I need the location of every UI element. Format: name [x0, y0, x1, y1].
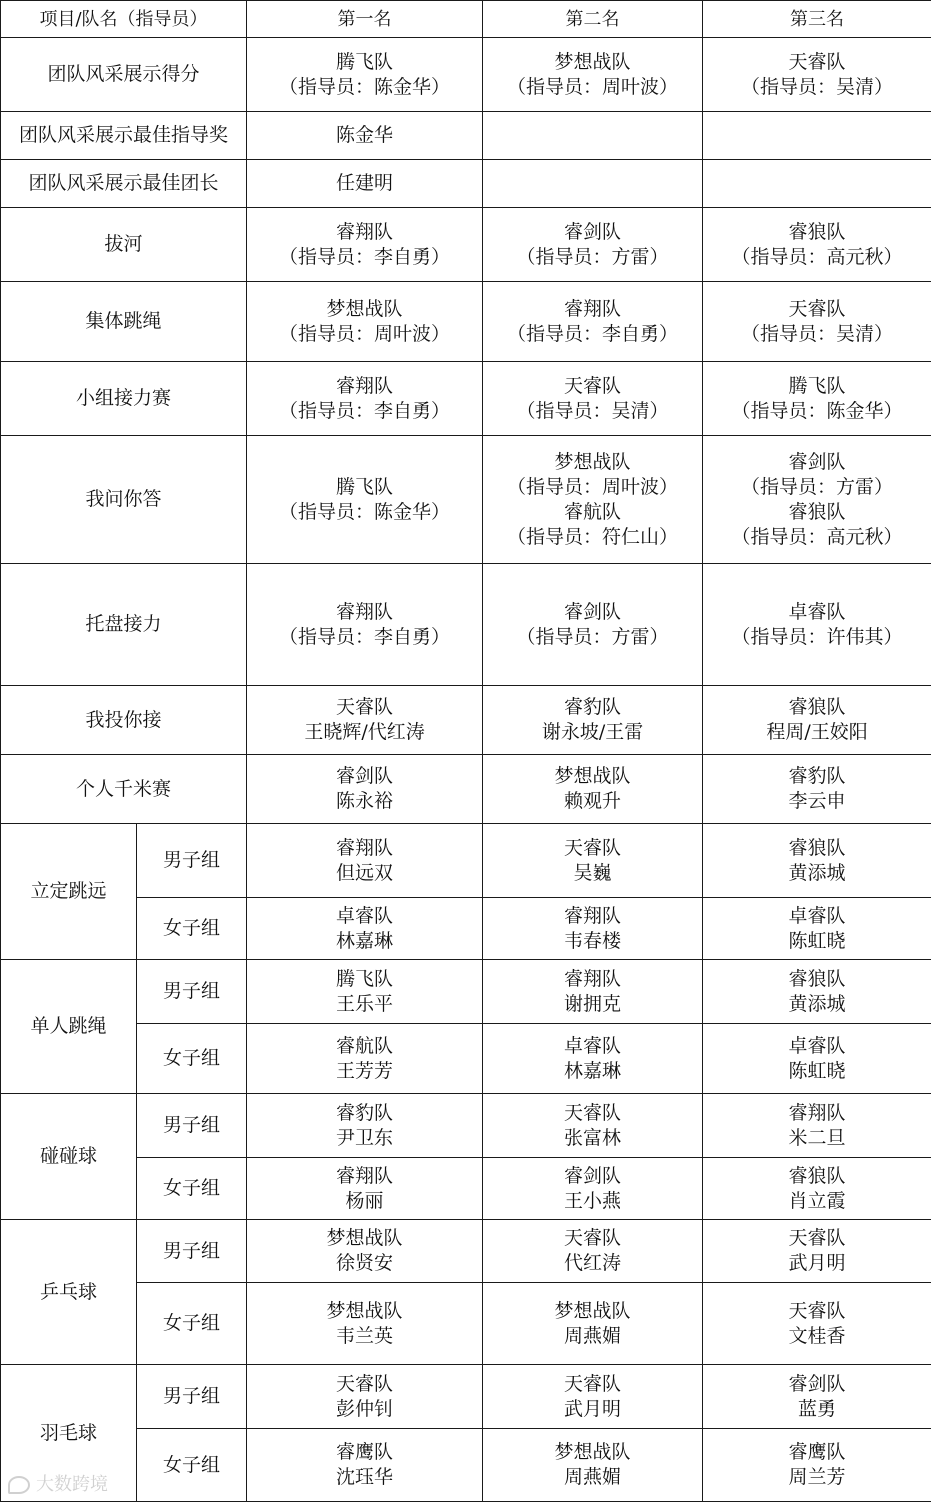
subgroup-row — [1, 1094, 931, 1158]
cell-line: 睿豹队 — [705, 764, 929, 789]
event-row — [1, 755, 931, 824]
event-label — [1, 112, 247, 160]
cell-line: 睿翔队 — [485, 297, 700, 322]
cell-line: （指导员：吴清） — [705, 75, 929, 100]
cell-line: （指导员：许伟其） — [705, 625, 929, 650]
cell-line: 韦春楼 — [485, 929, 700, 954]
subgroup-label — [137, 1024, 247, 1094]
cell-line: 谢拥克 — [485, 992, 700, 1017]
cell-line: 睿翔队 — [249, 1164, 480, 1189]
event-row — [1, 362, 931, 436]
cell-line: 林嘉琳 — [485, 1059, 700, 1084]
second-place-cell — [483, 112, 703, 160]
event-label — [1, 686, 247, 755]
cell-line: 王晓辉/代红涛 — [249, 720, 480, 745]
cell-line: 睿狼队 — [705, 220, 929, 245]
event-row — [1, 208, 931, 282]
cell-line: 睿翔队 — [249, 836, 480, 861]
header-second-place — [483, 1, 703, 38]
header-row — [1, 1, 931, 38]
cell-line: 梦想战队 — [485, 450, 700, 475]
first-place-cell — [247, 898, 483, 960]
cell-line: （指导员：李自勇） — [249, 399, 480, 424]
subgroup-row — [1, 1220, 931, 1283]
subgroup-row — [1, 960, 931, 1024]
cell-line: 腾飞队 — [705, 374, 929, 399]
cell-line: 程周/王姣阳 — [705, 720, 929, 745]
cell-line: 睿剑队 — [705, 1372, 929, 1397]
event-group-label-text: 乒乓球 — [3, 1280, 134, 1305]
cell-line: （指导员：方雷） — [705, 475, 929, 500]
first-place-cell — [247, 755, 483, 824]
third-place-cell — [703, 436, 931, 564]
first-place-cell — [247, 824, 483, 898]
third-place-cell — [703, 755, 931, 824]
event-group-label — [1, 1220, 137, 1365]
cell-line: 武月明 — [485, 1397, 700, 1422]
event-group-label — [1, 824, 137, 960]
second-place-cell — [483, 282, 703, 362]
first-place-cell — [247, 1365, 483, 1429]
cell-line: （指导员：高元秋） — [705, 245, 929, 270]
cell-line: 杨丽 — [249, 1189, 480, 1214]
cell-line: 天睿队 — [705, 1226, 929, 1251]
subgroup-label — [137, 1094, 247, 1158]
cell-line: 张富林 — [485, 1126, 700, 1151]
cell-line: 睿剑队 — [485, 1164, 700, 1189]
header-project-team — [1, 1, 247, 38]
cell-line: （指导员：吴清） — [705, 322, 929, 347]
event-group-label — [1, 1365, 137, 1502]
cell-line: 梦想战队 — [249, 297, 480, 322]
cell-line: 赖观升 — [485, 789, 700, 814]
cell-line: 天睿队 — [249, 695, 480, 720]
subgroup-label-text: 男子组 — [139, 1113, 244, 1138]
cell-line: 睿翔队 — [705, 1101, 929, 1126]
event-row — [1, 160, 931, 208]
first-place-cell — [247, 564, 483, 686]
second-place-cell — [483, 1094, 703, 1158]
header-first-place — [247, 1, 483, 38]
first-place-cell — [247, 686, 483, 755]
cell-line: 梦想战队 — [485, 50, 700, 75]
third-place-cell — [703, 898, 931, 960]
cell-line: 睿鹰队 — [705, 1440, 929, 1465]
cell-line: 睿翔队 — [249, 374, 480, 399]
header-second-place-label: 第二名 — [485, 7, 700, 32]
event-label — [1, 755, 247, 824]
event-label — [1, 160, 247, 208]
cell-line: 天睿队 — [485, 836, 700, 861]
cell-line: 蓝勇 — [705, 1397, 929, 1422]
event-row — [1, 282, 931, 362]
header-third-place — [703, 1, 931, 38]
cell-line: 梦想战队 — [485, 1299, 700, 1324]
cell-line: 睿剑队 — [485, 220, 700, 245]
cell-line: （指导员：李自勇） — [249, 245, 480, 270]
cell-line: 吴巍 — [485, 861, 700, 886]
event-group-label — [1, 1094, 137, 1220]
second-place-cell — [483, 1158, 703, 1220]
cell-line: （指导员：高元秋） — [705, 525, 929, 550]
second-place-cell — [483, 1220, 703, 1283]
cell-line: （指导员：李自勇） — [485, 322, 700, 347]
cell-line: 卓睿队 — [705, 1034, 929, 1059]
subgroup-row — [1, 898, 931, 960]
cell-line: 黄添城 — [705, 992, 929, 1017]
second-place-cell — [483, 1365, 703, 1429]
cell-line: 睿剑队 — [485, 600, 700, 625]
cell-line: 尹卫东 — [249, 1126, 480, 1151]
cell-line: 周兰芳 — [705, 1465, 929, 1490]
third-place-cell — [703, 686, 931, 755]
cell-line: 腾飞队 — [249, 475, 480, 500]
subgroup-label — [137, 1365, 247, 1429]
cell-line: 王乐平 — [249, 992, 480, 1017]
cell-line: 陈虹晓 — [705, 1059, 929, 1084]
cell-line: 睿翔队 — [249, 600, 480, 625]
subgroup-label-text: 男子组 — [139, 979, 244, 1004]
subgroup-label — [137, 824, 247, 898]
first-place-cell — [247, 436, 483, 564]
event-group-label — [1, 960, 137, 1094]
event-label-text: 团队风采展示最佳指导奖 — [3, 123, 244, 148]
third-place-cell — [703, 112, 931, 160]
event-label — [1, 436, 247, 564]
event-label — [1, 362, 247, 436]
first-place-cell — [247, 1094, 483, 1158]
first-place-cell — [247, 1429, 483, 1502]
cell-line: 睿豹队 — [485, 695, 700, 720]
cell-line: 陈永裕 — [249, 789, 480, 814]
subgroup-label — [137, 1283, 247, 1365]
first-place-cell — [247, 362, 483, 436]
second-place-cell — [483, 208, 703, 282]
subgroup-label — [137, 960, 247, 1024]
cell-line: （指导员：吴清） — [485, 399, 700, 424]
cell-line: 睿翔队 — [485, 904, 700, 929]
cell-line: （指导员：方雷） — [485, 625, 700, 650]
cell-line: 睿航队 — [485, 500, 700, 525]
second-place-cell — [483, 898, 703, 960]
cell-line: 文桂香 — [705, 1324, 929, 1349]
subgroup-label-text: 女子组 — [139, 1046, 244, 1071]
cell-line: 梦想战队 — [485, 764, 700, 789]
second-place-cell — [483, 1283, 703, 1365]
event-label — [1, 208, 247, 282]
first-place-cell — [247, 1220, 483, 1283]
first-place-cell — [247, 38, 483, 112]
subgroup-label-text: 女子组 — [139, 1176, 244, 1201]
second-place-cell — [483, 1429, 703, 1502]
header-third-place-label: 第三名 — [705, 7, 929, 32]
event-row — [1, 436, 931, 564]
subgroup-row — [1, 1429, 931, 1502]
event-group-label-text: 羽毛球 — [3, 1421, 134, 1446]
cell-line: （指导员：周叶波） — [485, 475, 700, 500]
cell-line: 天睿队 — [485, 1226, 700, 1251]
second-place-cell — [483, 960, 703, 1024]
cell-line: 梦想战队 — [249, 1299, 480, 1324]
event-label-text: 拔河 — [3, 232, 244, 257]
cell-line: 睿狼队 — [705, 1164, 929, 1189]
cell-line: 卓睿队 — [249, 904, 480, 929]
cell-line: 卓睿队 — [485, 1034, 700, 1059]
event-label-text: 小组接力赛 — [3, 386, 244, 411]
event-label-text: 集体跳绳 — [3, 309, 244, 334]
cell-line: 腾飞队 — [249, 967, 480, 992]
subgroup-label — [137, 1158, 247, 1220]
cell-line: 睿狼队 — [705, 500, 929, 525]
cell-line: 但远双 — [249, 861, 480, 886]
cell-line: 林嘉琳 — [249, 929, 480, 954]
cell-line: 武月明 — [705, 1251, 929, 1276]
cell-line: 天睿队 — [705, 297, 929, 322]
event-row — [1, 112, 931, 160]
cell-line: 王小燕 — [485, 1189, 700, 1214]
first-place-cell — [247, 1283, 483, 1365]
event-label — [1, 282, 247, 362]
second-place-cell — [483, 686, 703, 755]
cell-line: 天睿队 — [485, 1101, 700, 1126]
third-place-cell — [703, 38, 931, 112]
cell-line: 代红涛 — [485, 1251, 700, 1276]
subgroup-label-text: 女子组 — [139, 1311, 244, 1336]
cell-line: 任建明 — [249, 171, 480, 196]
cell-line: （指导员：周叶波） — [249, 322, 480, 347]
cell-line: 睿翔队 — [485, 967, 700, 992]
cell-line: 天睿队 — [705, 1299, 929, 1324]
subgroup-label — [137, 1220, 247, 1283]
cell-line: 韦兰英 — [249, 1324, 480, 1349]
third-place-cell — [703, 1220, 931, 1283]
cell-line: 睿狼队 — [705, 695, 929, 720]
cell-line: 周燕媚 — [485, 1465, 700, 1490]
cell-line: 天睿队 — [485, 1372, 700, 1397]
subgroup-label-text: 男子组 — [139, 1239, 244, 1264]
cell-line: 梦想战队 — [485, 1440, 700, 1465]
second-place-cell — [483, 824, 703, 898]
third-place-cell — [703, 1094, 931, 1158]
cell-line: （指导员：符仁山） — [485, 525, 700, 550]
cell-line: 王芳芳 — [249, 1059, 480, 1084]
event-label-text: 团队风采展示最佳团长 — [3, 171, 244, 196]
cell-line: 睿剑队 — [705, 450, 929, 475]
first-place-cell — [247, 960, 483, 1024]
cell-line: 天睿队 — [249, 1372, 480, 1397]
first-place-cell — [247, 1158, 483, 1220]
cell-line: 梦想战队 — [249, 1226, 480, 1251]
second-place-cell — [483, 564, 703, 686]
cell-line: （指导员：李自勇） — [249, 625, 480, 650]
first-place-cell — [247, 208, 483, 282]
cell-line: 彭仲钊 — [249, 1397, 480, 1422]
cell-line: 睿剑队 — [249, 764, 480, 789]
second-place-cell — [483, 755, 703, 824]
watermark-text: 大数跨境 — [36, 1470, 108, 1496]
cell-line: 天睿队 — [705, 50, 929, 75]
event-label-text: 团队风采展示得分 — [3, 62, 244, 87]
second-place-cell — [483, 436, 703, 564]
cell-line: （指导员：周叶波） — [485, 75, 700, 100]
cell-line: 腾飞队 — [249, 50, 480, 75]
third-place-cell — [703, 960, 931, 1024]
cell-line: 周燕媚 — [485, 1324, 700, 1349]
event-row — [1, 38, 931, 112]
results-table-body — [1, 1, 931, 1502]
subgroup-label — [137, 898, 247, 960]
third-place-cell — [703, 362, 931, 436]
subgroup-row — [1, 1158, 931, 1220]
header-first-place-label: 第一名 — [249, 7, 480, 32]
event-label — [1, 38, 247, 112]
subgroup-label — [137, 1429, 247, 1502]
first-place-cell — [247, 112, 483, 160]
cell-line: 徐贤安 — [249, 1251, 480, 1276]
subgroup-row — [1, 824, 931, 898]
event-label-text: 个人千米赛 — [3, 777, 244, 802]
second-place-cell — [483, 160, 703, 208]
cell-line: （指导员：陈金华） — [249, 75, 480, 100]
first-place-cell — [247, 160, 483, 208]
event-group-label-text: 碰碰球 — [3, 1144, 134, 1169]
second-place-cell — [483, 362, 703, 436]
first-place-cell — [247, 1024, 483, 1094]
third-place-cell — [703, 1365, 931, 1429]
subgroup-label-text: 男子组 — [139, 1384, 244, 1409]
cell-line: 卓睿队 — [705, 904, 929, 929]
third-place-cell — [703, 208, 931, 282]
subgroup-label-text: 男子组 — [139, 848, 244, 873]
cell-line: （指导员：陈金华） — [705, 399, 929, 424]
third-place-cell — [703, 564, 931, 686]
third-place-cell — [703, 824, 931, 898]
cell-line: 睿狼队 — [705, 967, 929, 992]
cell-line: （指导员：方雷） — [485, 245, 700, 270]
cell-line: 米二旦 — [705, 1126, 929, 1151]
first-place-cell — [247, 282, 483, 362]
cell-line: 睿豹队 — [249, 1101, 480, 1126]
event-label-text: 我投你接 — [3, 708, 244, 733]
event-group-label-text: 单人跳绳 — [3, 1014, 134, 1039]
third-place-cell — [703, 1429, 931, 1502]
cell-line: 陈虹晓 — [705, 929, 929, 954]
subgroup-row — [1, 1283, 931, 1365]
cell-line: 李云申 — [705, 789, 929, 814]
cell-line: 陈金华 — [249, 123, 480, 148]
event-label — [1, 564, 247, 686]
event-group-label-text: 立定跳远 — [3, 879, 134, 904]
second-place-cell — [483, 38, 703, 112]
second-place-cell — [483, 1024, 703, 1094]
subgroup-row — [1, 1024, 931, 1094]
third-place-cell — [703, 1283, 931, 1365]
cell-line: 睿翔队 — [249, 220, 480, 245]
cell-line: 谢永坡/王雷 — [485, 720, 700, 745]
cell-line: 睿航队 — [249, 1034, 480, 1059]
event-row — [1, 686, 931, 755]
subgroup-row — [1, 1365, 931, 1429]
event-label-text: 托盘接力 — [3, 612, 244, 637]
cell-line: 睿狼队 — [705, 836, 929, 861]
third-place-cell — [703, 282, 931, 362]
subgroup-label-text: 女子组 — [139, 1453, 244, 1478]
cell-line: 天睿队 — [485, 374, 700, 399]
event-row — [1, 564, 931, 686]
third-place-cell — [703, 1158, 931, 1220]
cell-line: 肖立霞 — [705, 1189, 929, 1214]
cell-line: 沈珏华 — [249, 1465, 480, 1490]
cell-line: 黄添城 — [705, 861, 929, 886]
subgroup-label-text: 女子组 — [139, 916, 244, 941]
cell-line: （指导员：陈金华） — [249, 500, 480, 525]
third-place-cell — [703, 1024, 931, 1094]
cell-line: 睿鹰队 — [249, 1440, 480, 1465]
third-place-cell — [703, 160, 931, 208]
header-project-team-label: 项目/队名（指导员） — [3, 7, 244, 32]
event-label-text: 我问你答 — [3, 487, 244, 512]
cell-line: 卓睿队 — [705, 600, 929, 625]
